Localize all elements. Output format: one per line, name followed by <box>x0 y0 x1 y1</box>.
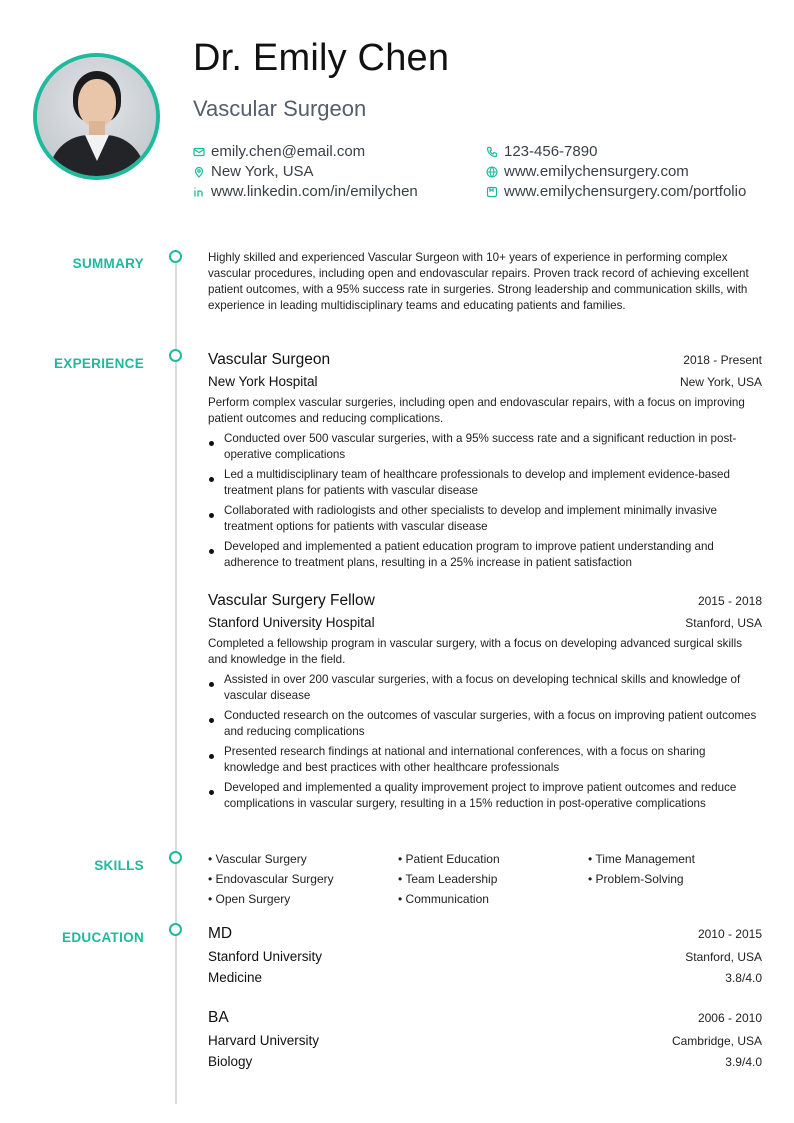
job-bullet: Led a multidisciplinary team of healthcare professionals to develop and implement evidence-based treatment plans for patients with vascular disease <box>208 467 762 499</box>
contact-website-text: www.emilychensurgery.com <box>504 163 689 180</box>
contact-portfolio[interactable] <box>486 183 746 200</box>
contact-email-text: emily.chen@email.com <box>211 143 366 160</box>
contact-location-text: New York, USA <box>211 163 314 180</box>
job-title: Vascular Surgeon <box>208 351 331 368</box>
experience-entry <box>208 351 762 575</box>
contact-website[interactable] <box>486 163 689 180</box>
education-gpa: 3.8/4.0 <box>725 971 762 985</box>
job-bullet: Conducted research on the outcomes of vascular surgeries, with a focus on improving patient outcomes and reducing complications <box>208 708 762 740</box>
education-location: Stanford, USA <box>685 950 762 964</box>
section-label-experience: EXPERIENCE <box>53 356 144 371</box>
contact-linkedin[interactable] <box>193 183 418 200</box>
education-school: Stanford University <box>208 949 323 964</box>
section-label-summary: SUMMARY <box>72 256 144 271</box>
skill-item: • Vascular Surgery <box>208 851 398 867</box>
job-description: Completed a fellowship program in vascular surgery, with a focus on developing advanced surgical skills and knowledge in the field. <box>208 637 743 666</box>
globe-icon <box>486 166 498 178</box>
job-organization: Stanford University Hospital <box>208 615 375 630</box>
job-bullets <box>208 672 762 812</box>
education-gpa: 3.9/4.0 <box>725 1055 762 1069</box>
contact-portfolio-text: www.emilychensurgery.com/portfolio <box>504 183 747 200</box>
contact-phone-text: 123-456-7890 <box>504 143 598 160</box>
education-date: 2010 - 2015 <box>697 927 762 941</box>
education-field: Medicine <box>208 970 263 985</box>
job-description: Perform complex vascular surgeries, including open and endovascular repairs, with a focus on improving patient outcomes and reducing complications. <box>208 396 745 425</box>
job-date: 2018 - Present <box>683 353 762 367</box>
skills-list <box>208 851 764 907</box>
education-field: Biology <box>208 1054 253 1069</box>
linkedin-icon <box>193 186 205 198</box>
phone-icon <box>486 146 498 158</box>
mail-icon <box>193 146 205 158</box>
candidate-name: Dr. Emily Chen <box>193 37 450 79</box>
skill-item: • Open Surgery <box>208 891 398 907</box>
summary-text: Highly skilled and experienced Vascular Surgeon with 10+ years of experience in performing complex vascular procedures, including open and endovascular repairs. Proven track record of achieving excellent patient outcomes, with a 95% success rate in surgeries. Strong leadership and communication skills, with experience in leading multidisciplinary teams and educating patients and families. <box>208 251 749 312</box>
education-degree: BA <box>208 1009 229 1026</box>
job-bullet: Conducted over 500 vascular surgeries, with a 95% success rate and a significant reduction in post-operative complications <box>208 431 762 463</box>
skill-item: • Communication <box>398 891 588 907</box>
contact-linkedin-text: www.linkedin.com/in/emilychen <box>211 183 418 200</box>
job-bullet: Collaborated with radiologists and other specialists to develop and implement minimally invasive treatment options for patients with vascular disease <box>208 503 762 535</box>
location-pin-icon <box>193 166 205 178</box>
education-entry <box>208 1009 762 1069</box>
contact-phone[interactable] <box>486 143 597 160</box>
job-bullet: Assisted in over 200 vascular surgeries, with a focus on developing technical skills and knowledge of vascular disease <box>208 672 762 704</box>
skill-item: • Endovascular Surgery <box>208 871 398 887</box>
contact-email[interactable] <box>193 143 365 160</box>
section-label-education: EDUCATION <box>62 930 144 945</box>
section-label-skills: SKILLS <box>94 858 144 873</box>
timeline-dot-experience <box>169 349 182 362</box>
education-school: Harvard University <box>208 1033 320 1048</box>
education-location: Cambridge, USA <box>671 1034 762 1048</box>
job-date: 2015 - 2018 <box>697 594 762 608</box>
education-entry <box>208 925 762 985</box>
job-bullet: Developed and implemented a quality improvement project to improve patient outcomes and reduce complications in vascular surgery, resulting in a 15% reduction in post-operative complications <box>208 780 762 812</box>
job-location: New York, USA <box>679 375 762 389</box>
timeline-dot-skills <box>169 851 182 864</box>
job-organization: New York Hospital <box>208 374 318 389</box>
skill-item: • Problem-Solving <box>588 871 764 887</box>
profile-photo <box>33 53 160 180</box>
timeline-line <box>175 256 177 1104</box>
experience-entry <box>208 592 762 816</box>
education-degree: MD <box>208 925 233 942</box>
job-location: Stanford, USA <box>685 616 762 630</box>
skill-item: • Patient Education <box>398 851 588 867</box>
timeline-dot-education <box>169 923 182 936</box>
timeline-dot-summary <box>169 250 182 263</box>
contact-location <box>193 163 314 180</box>
job-title-headline: Vascular Surgeon <box>193 96 367 121</box>
job-bullet: Developed and implemented a patient education program to improve patient understanding and adherence to treatment plans, resulting in a 25% increase in patient satisfaction <box>208 539 762 571</box>
skill-item: • Team Leadership <box>398 871 588 887</box>
job-bullet: Presented research findings at national and international conferences, with a focus on sharing knowledge and best practices with other healthcare professionals <box>208 744 762 776</box>
job-title: Vascular Surgery Fellow <box>208 592 375 609</box>
portfolio-icon <box>486 186 498 198</box>
job-bullets <box>208 431 762 571</box>
education-date: 2006 - 2010 <box>697 1011 762 1025</box>
skill-item: • Time Management <box>588 851 764 867</box>
